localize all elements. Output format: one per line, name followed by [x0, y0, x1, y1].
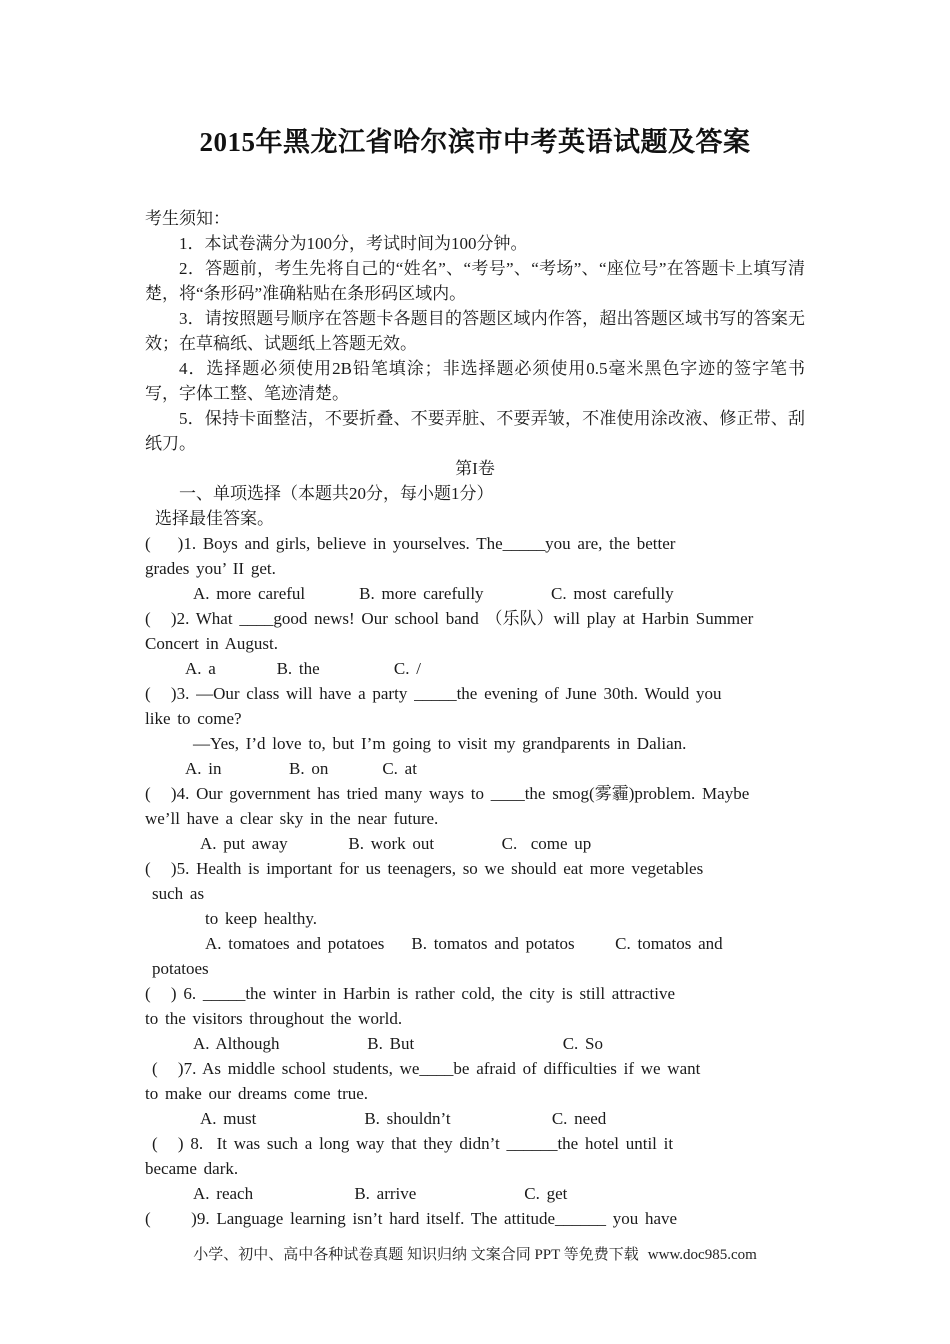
options-line: A. a B. the C. /: [185, 659, 421, 678]
question-line: like to come?: [145, 709, 242, 728]
question-line: potatoes: [152, 959, 209, 978]
question-7: [145, 1056, 805, 1131]
notice-item: 5．保持卡面整洁，不要折叠、不要弄脏、不要弄皱，不准使用涂改液、修正带、刮纸刀。: [145, 409, 805, 453]
options-line: A. reach B. arrive C. get: [193, 1184, 568, 1203]
question-line: ( )9. Language learning isn’t hard itself. The attitude______ you have: [145, 1209, 678, 1228]
question-line: grades you’ II get.: [145, 559, 276, 578]
question-line: ( )5. Health is important for us teenagers, so we should eat more vegetables: [145, 859, 704, 878]
question-line: —Yes, I’d love to, but I’m going to visit my grandparents in Dalian.: [193, 734, 687, 753]
options-line: A. more careful B. more carefully C. most carefully: [193, 584, 674, 603]
question-2: [145, 606, 805, 681]
question-line: ( )3. —Our class will have a party _____the evening of June 30th. Would you: [145, 684, 722, 703]
options-line: A. Although B. But C. So: [193, 1034, 604, 1053]
question-line: ( )4. Our government has tried many ways to ____the smog(雾霾)problem. Maybe: [145, 784, 750, 803]
question-line: ( )1. Boys and girls, believe in yourselves. The_____you are, the better: [145, 534, 676, 553]
footer-note: [0, 1243, 950, 1264]
question-line: ( ) 8. It was such a long way that they didn’t ______the hotel until it: [152, 1134, 674, 1153]
notice-item: 3．请按照题号顺序在答题卡各题目的答题区域内作答，超出答题区域书写的答案无效；在草稿纸、试题纸上答题无效。: [145, 309, 805, 353]
question-4: [145, 781, 805, 856]
notice-item: 1．本试卷满分为100分，考试时间为100分钟。: [179, 234, 528, 253]
question-5: [145, 856, 805, 981]
footer-link: www.doc985.com: [647, 1247, 757, 1263]
notice-heading: 考生须知：: [145, 209, 230, 228]
section-instruction: 选择最佳答案。: [155, 509, 274, 528]
options-line: A. put away B. work out C. come up: [200, 834, 592, 853]
notice-item: 4．选择题必须使用2B铅笔填涂；非选择题必须使用0.5毫米黑色字迹的签字笔书写，字体工整、笔迹清楚。: [145, 359, 805, 403]
question-line: ( )7. As middle school students, we____be afraid of difficulties if we want: [152, 1059, 701, 1078]
question-line: to keep healthy.: [205, 909, 317, 928]
options-line: A. must B. shouldn’t C. need: [200, 1109, 607, 1128]
document-body: [145, 206, 805, 1231]
question-list: [145, 531, 805, 1231]
question-line: ( ) 6. _____the winter in Harbin is rather cold, the city is still attractive: [145, 984, 676, 1003]
notice-item: 2．答题前，考生先将自己的“姓名”、“考号”、“考场”、“座位号”在答题卡上填写清楚，将“条形码”准确粘贴在条形码区域内。: [145, 259, 805, 303]
question-line: Concert in August.: [145, 634, 278, 653]
question-line: we’ll have a clear sky in the near future.: [145, 809, 439, 828]
part-title: 第I卷: [455, 459, 495, 478]
question-line: ( )2. What ____good news! Our school band （乐队）will play at Harbin Summer: [145, 609, 754, 628]
section-title: 一、单项选择（本题共20分，每小题1分）: [179, 484, 494, 503]
options-line: A. tomatoes and potatoes B. tomatos and potatos C. tomatos and: [205, 934, 723, 953]
question-8: [145, 1131, 805, 1206]
question-3: [145, 681, 805, 781]
question-9: [145, 1206, 805, 1231]
question-6: [145, 981, 805, 1056]
notice-list: [145, 231, 805, 456]
question-line: such as: [152, 884, 205, 903]
options-line: A. in B. on C. at: [185, 759, 417, 778]
footer-text: 小学、初中、高中各种试卷真题 知识归纳 文案合同 PPT 等免费下载: [193, 1247, 639, 1263]
question-line: to make our dreams come true.: [145, 1084, 369, 1103]
question-1: [145, 531, 805, 606]
page-title: 2015年黑龙江省哈尔滨市中考英语试题及答案: [199, 127, 751, 157]
question-line: to the visitors throughout the world.: [145, 1009, 403, 1028]
question-line: became dark.: [145, 1159, 239, 1178]
